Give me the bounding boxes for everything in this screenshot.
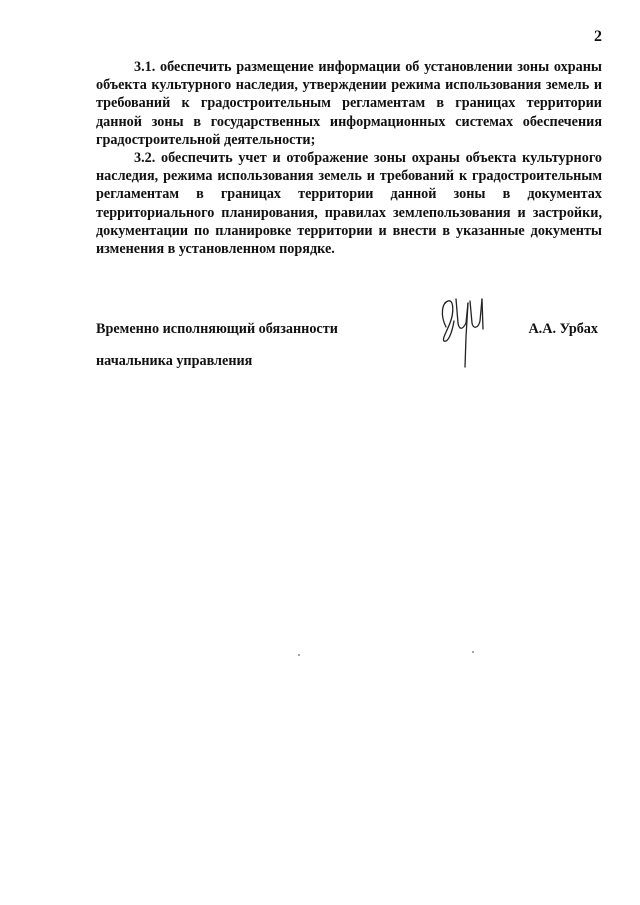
scan-speck (472, 651, 474, 653)
signer-name: А.А. Урбах (528, 321, 598, 337)
scan-speck (298, 654, 300, 656)
paragraph-3-1: 3.1. обеспечить размещение информации об установлении зоны охраны объекта культурного наследия, утверждении режима использования земель и требований к градостроительным регламентам в границах территории данной зоны в государственных информационных системах обеспечения градостроительной деятельности; (96, 59, 602, 148)
page-number: 2 (594, 28, 602, 45)
handwritten-signature (432, 293, 502, 373)
signature-block (96, 305, 602, 385)
paragraph-3-2: 3.2. обеспечить учет и отображение зоны охраны объекта культурного наследия, режима использования земель и требований к градостроительным регламентам в границах территории данной зоны в документах территориального планирования, правилах землепользования и застройки, документации по планировке территории и внести в указанные документы изменения в установленном порядке. (96, 150, 602, 258)
signer-title (96, 305, 396, 385)
signer-title-line-1: Временно исполняющий обязанности (96, 321, 338, 337)
document-body (96, 58, 602, 258)
signer-title-line-2: начальника управления (96, 353, 253, 369)
